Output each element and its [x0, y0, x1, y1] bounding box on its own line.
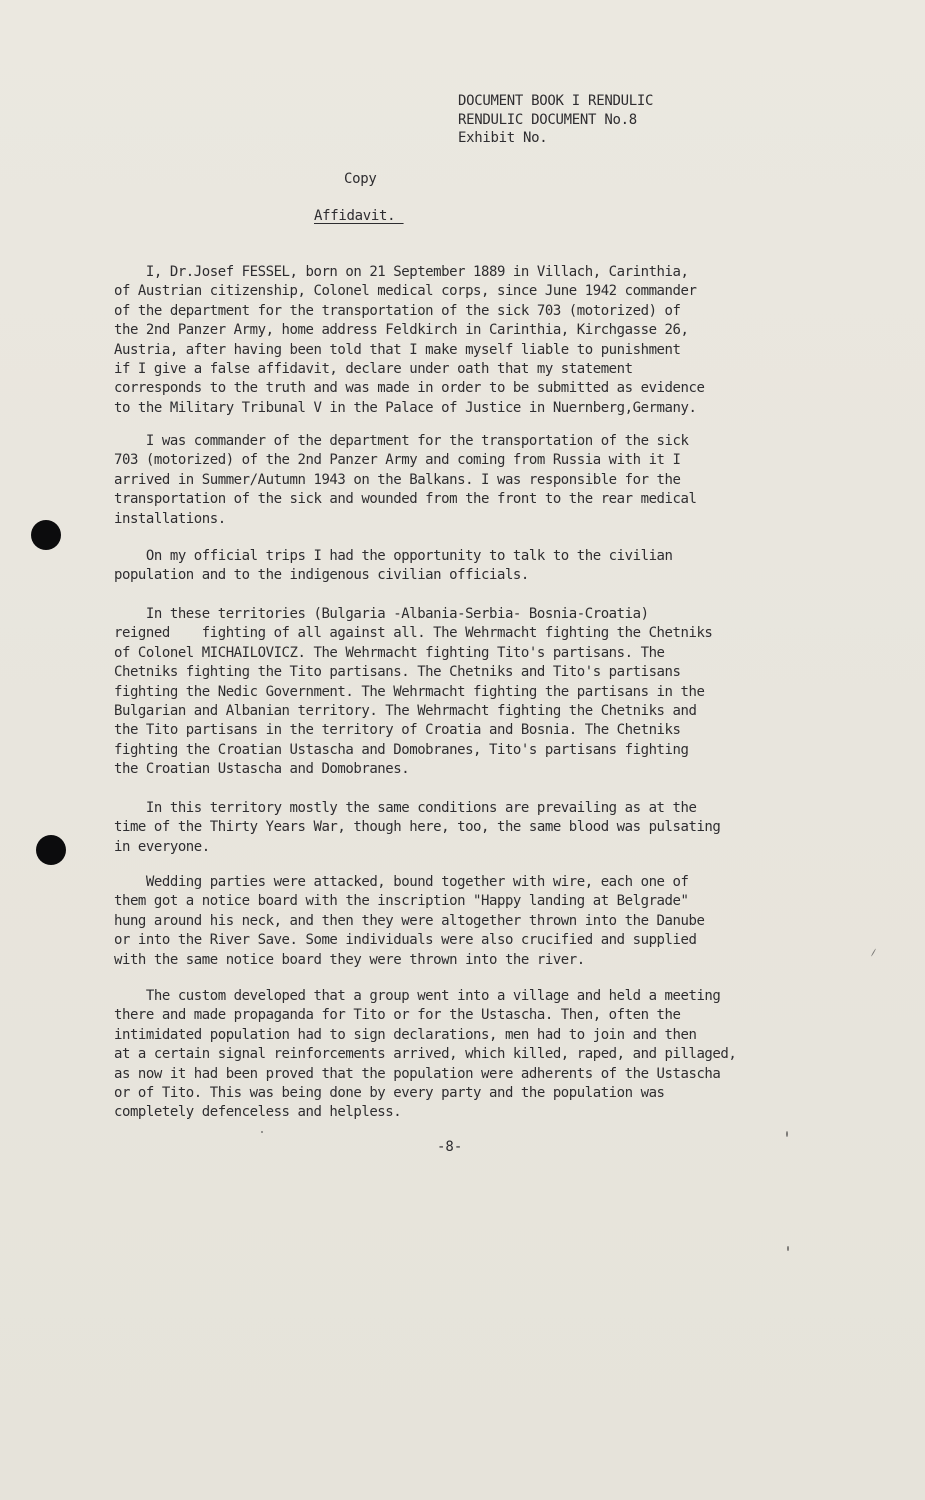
paragraph-line: In this territory mostly the same conditions are prevailing as at the	[114, 800, 697, 816]
paragraph-line: installations.	[114, 510, 226, 527]
paragraph-line: fighting the Nedic Government. The Wehrmacht fighting the partisans in the	[114, 683, 705, 700]
paragraph-4	[114, 605, 854, 780]
paragraph-2	[114, 432, 854, 529]
paragraph-line: intimidated population had to sign declarations, men had to join and then	[114, 1026, 697, 1043]
paragraph-5	[114, 799, 854, 857]
paragraph-line: population and to the indigenous civilian officials.	[114, 567, 529, 584]
paragraph-line: with the same notice board they were thrown into the river.	[114, 951, 585, 968]
paragraph-6	[114, 873, 854, 970]
paper-speck	[261, 1131, 263, 1133]
paragraph-line: if I give a false affidavit, declare under oath that my statement	[114, 361, 633, 378]
paragraph-line: reigned fighting of all against all. The Wehrmacht fighting the Chetniks	[114, 625, 713, 642]
paragraph-line: arrived in Summer/Autumn 1943 on the Balkans. I was responsible for the	[114, 471, 681, 488]
header-line-2: RENDULIC DOCUMENT No.8	[458, 111, 637, 128]
paragraph-line: On my official trips I had the opportunity to talk to the civilian	[114, 548, 673, 564]
header-line-3: Exhibit No.	[458, 130, 548, 146]
paragraph-line: in everyone.	[114, 838, 210, 855]
paragraph-line: or of Tito. This was being done by every party and the population was	[114, 1085, 665, 1102]
paragraph-line: the Tito partisans in the territory of Croatia and Bosnia. The Chetniks	[114, 722, 681, 739]
paragraph-7	[114, 987, 854, 1123]
header-line-1: DOCUMENT BOOK I RENDULIC	[458, 93, 654, 109]
paragraph-line: Austria, after having been told that I make myself liable to punishment	[114, 341, 681, 358]
paragraph-line: transportation of the sick and wounded from the front to the rear medical	[114, 491, 697, 508]
paragraph-line: or into the River Save. Some individuals were also crucified and supplied	[114, 932, 697, 949]
paragraph-line: The custom developed that a group went into a village and held a meeting	[114, 988, 721, 1004]
paper-speck	[871, 948, 876, 956]
paragraph-line: corresponds to the truth and was made in order to be submitted as evidence	[114, 380, 705, 397]
paragraph-line: Chetniks fighting the Tito partisans. The Chetniks and Tito's partisans	[114, 664, 681, 681]
punch-hole-upper	[31, 520, 61, 550]
paragraph-line: I, Dr.Josef FESSEL, born on 21 September 1889 in Villach, Carinthia,	[114, 264, 689, 280]
paragraph-line: at a certain signal reinforcements arrived, which killed, raped, and pillaged,	[114, 1046, 737, 1063]
copy-label: Copy	[344, 171, 377, 187]
punch-hole-lower	[36, 835, 66, 865]
document-title: Affidavit._	[314, 208, 404, 224]
paragraph-line: the 2nd Panzer Army, home address Feldkirch in Carinthia, Kirchgasse 26,	[114, 322, 689, 339]
page-number: -8-	[437, 1139, 463, 1155]
paragraph-line: In these territories (Bulgaria -Albania-Serbia- Bosnia-Croatia)	[114, 606, 649, 622]
document-header	[458, 92, 653, 148]
paragraph-line: as now it had been proved that the population were adherents of the Ustascha	[114, 1065, 721, 1082]
paragraph-line: the Croatian Ustascha and Domobranes.	[114, 761, 410, 778]
paragraph-line: of Austrian citizenship, Colonel medical corps, since June 1942 commander	[114, 283, 697, 300]
paragraph-line: hung around his neck, and then they were altogether thrown into the Danube	[114, 912, 705, 929]
paragraph-line: I was commander of the department for the transportation of the sick	[114, 433, 689, 449]
paragraph-line: Wedding parties were attacked, bound together with wire, each one of	[114, 874, 689, 890]
paragraph-line: time of the Thirty Years War, though here, too, the same blood was pulsating	[114, 819, 721, 836]
paragraph-line: of Colonel MICHAILOVICZ. The Wehrmacht fighting Tito's partisans. The	[114, 644, 665, 661]
paragraph-line: fighting the Croatian Ustascha and Domobranes, Tito's partisans fighting	[114, 741, 689, 758]
paragraph-line: 703 (motorized) of the 2nd Panzer Army and coming from Russia with it I	[114, 452, 681, 469]
paper-speck	[787, 1246, 789, 1251]
paragraph-line: there and made propaganda for Tito or for the Ustascha. Then, often the	[114, 1007, 681, 1024]
paragraph-3	[114, 547, 854, 586]
paper-speck	[786, 1131, 788, 1137]
paragraph-line: them got a notice board with the inscription "Happy landing at Belgrade"	[114, 893, 689, 910]
paragraph-line: of the department for the transportation of the sick 703 (motorized) of	[114, 302, 681, 319]
paragraph-line: completely defenceless and helpless.	[114, 1104, 402, 1121]
paragraph-line: Bulgarian and Albanian territory. The Wehrmacht fighting the Chetniks and	[114, 703, 697, 720]
paragraph-1	[114, 263, 854, 418]
paragraph-line: to the Military Tribunal V in the Palace of Justice in Nuernberg,Germany.	[114, 399, 697, 416]
